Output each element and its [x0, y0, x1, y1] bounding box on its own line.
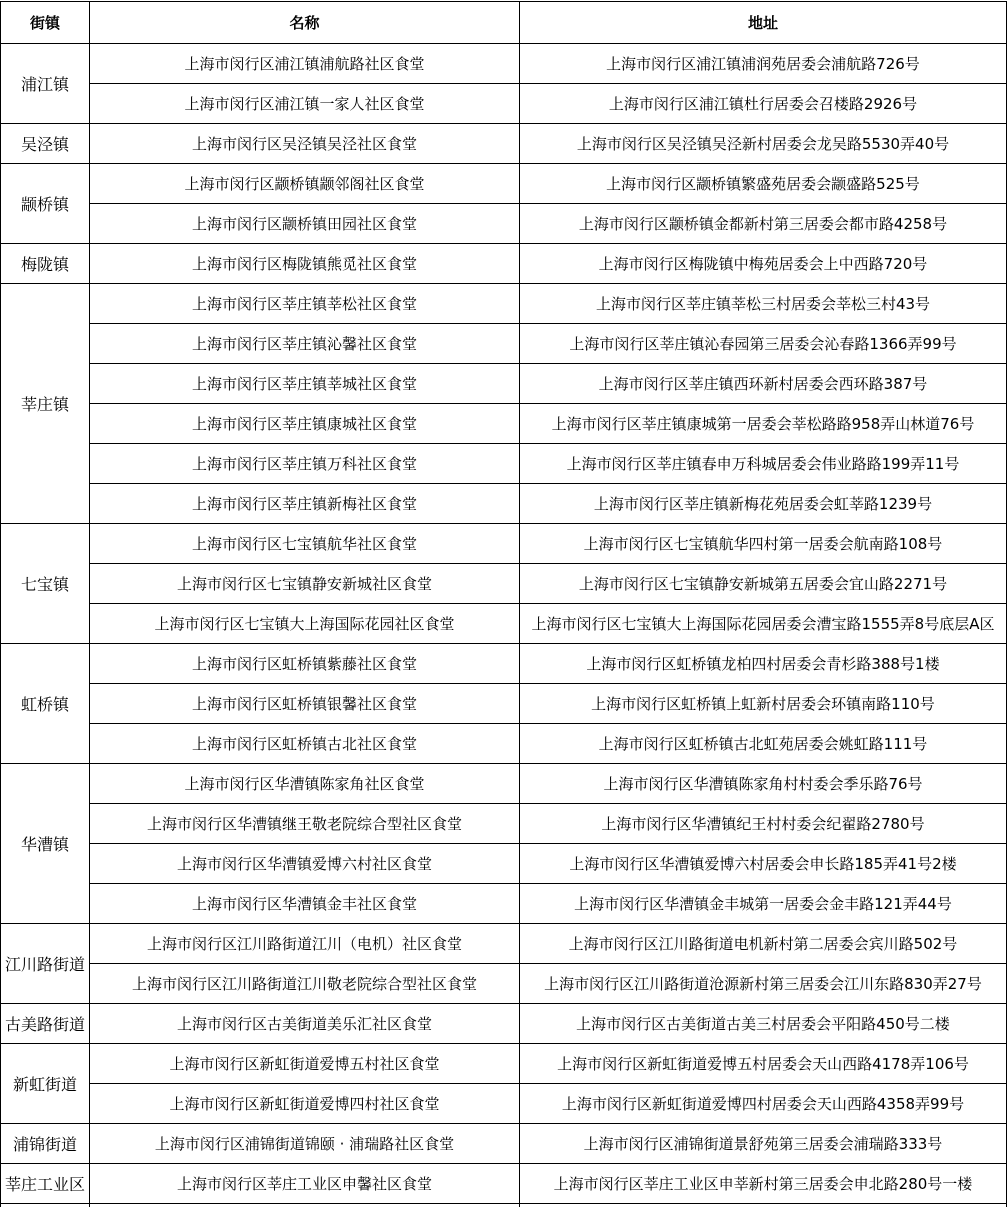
canteen-name-cell: 上海市闵行区莘庄工业区申馨社区食堂	[90, 1164, 520, 1204]
canteen-address-cell: 上海市闵行区虹桥镇上虹新村居委会环镇南路110号	[520, 684, 1007, 724]
table-row	[1, 524, 1007, 564]
canteen-name-cell: 上海市闵行区华漕镇爱博六村社区食堂	[90, 844, 520, 884]
empty-cell	[520, 1204, 1007, 1207]
table-row	[1, 204, 1007, 244]
table-row	[1, 84, 1007, 124]
canteen-name-cell: 上海市闵行区华漕镇陈家角社区食堂	[90, 764, 520, 804]
table-row	[1, 364, 1007, 404]
canteen-name-cell: 上海市闵行区莘庄镇万科社区食堂	[90, 444, 520, 484]
canteen-address-cell: 上海市闵行区颛桥镇金都新村第三居委会都市路4258号	[520, 204, 1007, 244]
canteen-address-cell: 上海市闵行区七宝镇大上海国际花园居委会漕宝路1555弄8号底层A区	[520, 604, 1007, 644]
canteen-address-cell: 上海市闵行区莘庄镇西环新村居委会西环路387号	[520, 364, 1007, 404]
canteen-address-cell: 上海市闵行区莘庄镇新梅花苑居委会虹莘路1239号	[520, 484, 1007, 524]
canteen-address-cell: 上海市闵行区浦江镇杜行居委会召楼路2926号	[520, 84, 1007, 124]
canteen-name-cell: 上海市闵行区华漕镇金丰社区食堂	[90, 884, 520, 924]
canteen-address-cell: 上海市闵行区莘庄工业区申莘新村第三居委会申北路280号一楼	[520, 1164, 1007, 1204]
canteen-address-cell: 上海市闵行区七宝镇静安新城第五居委会宜山路2271号	[520, 564, 1007, 604]
canteen-address-cell: 上海市闵行区新虹街道爱博五村居委会天山西路4178弄106号	[520, 1044, 1007, 1084]
canteen-name-cell: 上海市闵行区七宝镇大上海国际花园社区食堂	[90, 604, 520, 644]
table-row	[1, 924, 1007, 964]
table-row	[1, 604, 1007, 644]
table-row	[1, 164, 1007, 204]
canteen-address-cell: 上海市闵行区虹桥镇龙柏四村居委会青杉路388号1楼	[520, 644, 1007, 684]
canteen-address-cell: 上海市闵行区吴泾镇吴泾新村居委会龙吴路5530弄40号	[520, 124, 1007, 164]
canteen-address-cell: 上海市闵行区浦江镇浦润苑居委会浦航路726号	[520, 44, 1007, 84]
canteen-table	[0, 1, 1007, 1207]
town-cell: 古美路街道	[1, 1004, 90, 1044]
canteen-address-cell: 上海市闵行区新虹街道爱博四村居委会天山西路4358弄99号	[520, 1084, 1007, 1124]
canteen-name-cell: 上海市闵行区华漕镇继王敬老院综合型社区食堂	[90, 804, 520, 844]
canteen-name-cell: 上海市闵行区新虹街道爱博四村社区食堂	[90, 1084, 520, 1124]
table-body	[1, 44, 1007, 1207]
table-row	[1, 284, 1007, 324]
town-cell: 莘庄工业区	[1, 1164, 90, 1204]
canteen-address-cell: 上海市闵行区虹桥镇古北虹苑居委会姚虹路111号	[520, 724, 1007, 764]
table-row	[1, 724, 1007, 764]
table-row-cutoff	[1, 1204, 1007, 1207]
table-row	[1, 444, 1007, 484]
canteen-name-cell: 上海市闵行区莘庄镇莘城社区食堂	[90, 364, 520, 404]
table-row	[1, 964, 1007, 1004]
town-cell: 新虹街道	[1, 1044, 90, 1124]
canteen-address-cell: 上海市闵行区华漕镇金丰城第一居委会金丰路121弄44号	[520, 884, 1007, 924]
canteen-name-cell: 上海市闵行区虹桥镇银馨社区食堂	[90, 684, 520, 724]
empty-cell	[90, 1204, 520, 1207]
town-cell: 江川路街道	[1, 924, 90, 1004]
canteen-address-cell: 上海市闵行区七宝镇航华四村第一居委会航南路108号	[520, 524, 1007, 564]
header-name: 名称	[90, 2, 520, 44]
header-row	[1, 2, 1007, 44]
canteen-address-cell: 上海市闵行区浦锦街道景舒苑第三居委会浦瑞路333号	[520, 1124, 1007, 1164]
table-row	[1, 764, 1007, 804]
table-row	[1, 644, 1007, 684]
table-row	[1, 1004, 1007, 1044]
canteen-name-cell: 上海市闵行区莘庄镇康城社区食堂	[90, 404, 520, 444]
canteen-address-cell: 上海市闵行区莘庄镇沁春园第三居委会沁春路1366弄99号	[520, 324, 1007, 364]
table-row	[1, 124, 1007, 164]
empty-cell	[1, 1204, 90, 1207]
canteen-address-cell: 上海市闵行区江川路街道沧源新村第三居委会江川东路830弄27号	[520, 964, 1007, 1004]
town-cell: 七宝镇	[1, 524, 90, 644]
table-row	[1, 484, 1007, 524]
canteen-name-cell: 上海市闵行区江川路街道江川敬老院综合型社区食堂	[90, 964, 520, 1004]
canteen-address-cell: 上海市闵行区梅陇镇中梅苑居委会上中西路720号	[520, 244, 1007, 284]
town-cell: 浦锦街道	[1, 1124, 90, 1164]
canteen-address-cell: 上海市闵行区莘庄镇康城第一居委会莘松路路958弄山林道76号	[520, 404, 1007, 444]
canteen-name-cell: 上海市闵行区浦江镇浦航路社区食堂	[90, 44, 520, 84]
town-cell: 颛桥镇	[1, 164, 90, 244]
table-row	[1, 1084, 1007, 1124]
canteen-name-cell: 上海市闵行区虹桥镇紫藤社区食堂	[90, 644, 520, 684]
canteen-address-cell: 上海市闵行区莘庄镇莘松三村居委会莘松三村43号	[520, 284, 1007, 324]
canteen-address-cell: 上海市闵行区华漕镇陈家角村村委会季乐路76号	[520, 764, 1007, 804]
table-row	[1, 404, 1007, 444]
canteen-name-cell: 上海市闵行区莘庄镇新梅社区食堂	[90, 484, 520, 524]
canteen-name-cell: 上海市闵行区莘庄镇莘松社区食堂	[90, 284, 520, 324]
table-row	[1, 844, 1007, 884]
canteen-name-cell: 上海市闵行区新虹街道爱博五村社区食堂	[90, 1044, 520, 1084]
canteen-name-cell: 上海市闵行区虹桥镇古北社区食堂	[90, 724, 520, 764]
header-town: 街镇	[1, 2, 90, 44]
header-address: 地址	[520, 2, 1007, 44]
table-row	[1, 1124, 1007, 1164]
table-row	[1, 44, 1007, 84]
canteen-address-cell: 上海市闵行区颛桥镇繁盛苑居委会颛盛路525号	[520, 164, 1007, 204]
town-cell: 华漕镇	[1, 764, 90, 924]
canteen-address-cell: 上海市闵行区古美街道古美三村居委会平阳路450号二楼	[520, 1004, 1007, 1044]
canteen-name-cell: 上海市闵行区江川路街道江川（电机）社区食堂	[90, 924, 520, 964]
town-cell: 吴泾镇	[1, 124, 90, 164]
canteen-name-cell: 上海市闵行区古美街道美乐汇社区食堂	[90, 1004, 520, 1044]
table-row	[1, 1164, 1007, 1204]
table-row	[1, 804, 1007, 844]
canteen-address-cell: 上海市闵行区华漕镇纪王村村委会纪翟路2780号	[520, 804, 1007, 844]
canteen-address-cell: 上海市闵行区江川路街道电机新村第二居委会宾川路502号	[520, 924, 1007, 964]
town-cell: 莘庄镇	[1, 284, 90, 524]
canteen-name-cell: 上海市闵行区颛桥镇田园社区食堂	[90, 204, 520, 244]
canteen-name-cell: 上海市闵行区七宝镇航华社区食堂	[90, 524, 520, 564]
table-row	[1, 564, 1007, 604]
table-row	[1, 684, 1007, 724]
table-row	[1, 1044, 1007, 1084]
town-cell: 梅陇镇	[1, 244, 90, 284]
canteen-address-cell: 上海市闵行区莘庄镇春申万科城居委会伟业路路199弄11号	[520, 444, 1007, 484]
canteen-name-cell: 上海市闵行区七宝镇静安新城社区食堂	[90, 564, 520, 604]
canteen-address-cell: 上海市闵行区华漕镇爱博六村居委会申长路185弄41号2楼	[520, 844, 1007, 884]
table-row	[1, 244, 1007, 284]
canteen-name-cell: 上海市闵行区浦江镇一家人社区食堂	[90, 84, 520, 124]
canteen-name-cell: 上海市闵行区梅陇镇熊觅社区食堂	[90, 244, 520, 284]
table-row	[1, 324, 1007, 364]
canteen-name-cell: 上海市闵行区莘庄镇沁馨社区食堂	[90, 324, 520, 364]
canteen-name-cell: 上海市闵行区颛桥镇颛邻阁社区食堂	[90, 164, 520, 204]
town-cell: 虹桥镇	[1, 644, 90, 764]
canteen-name-cell: 上海市闵行区吴泾镇吴泾社区食堂	[90, 124, 520, 164]
table-row	[1, 884, 1007, 924]
canteen-name-cell: 上海市闵行区浦锦街道锦颐 · 浦瑞路社区食堂	[90, 1124, 520, 1164]
town-cell: 浦江镇	[1, 44, 90, 124]
